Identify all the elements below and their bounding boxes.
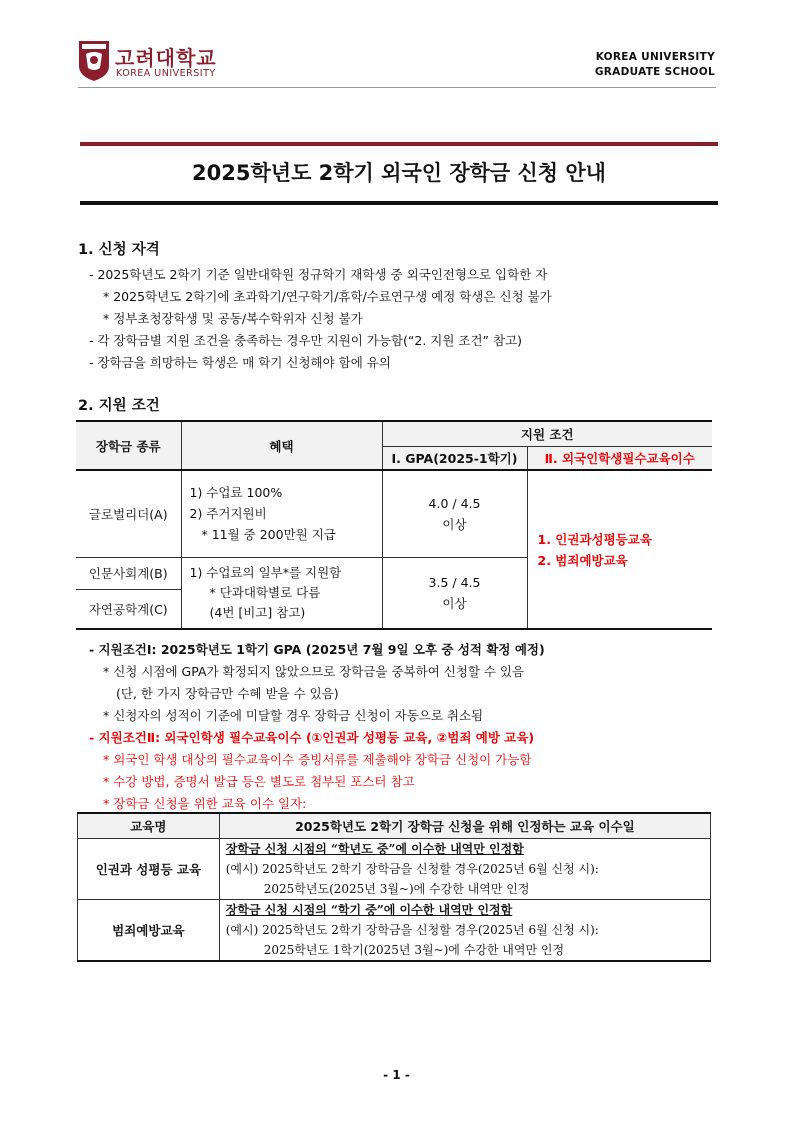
condition-1-detail: (단, 한 가지 장학금만 수혜 받을 수 있음)	[116, 686, 339, 701]
gpa-qualifier: 이상	[442, 595, 467, 611]
condition-2-note: - 지원조건Ⅱ: 외국인학생 필수교육이수 (①인권과 성평등 교육, ②범죄 예방 교육)	[89, 730, 535, 745]
logo-english: KOREA UNIVERSITY	[116, 68, 216, 79]
eligibility-line: - 각 장학금별 지원 조건을 충족하는 경우만 지원이 가능함(“2. 지원 조건” 참고)	[89, 333, 523, 348]
condition-2-detail: * 수강 방법, 증명서 발급 등은 별도로 첨부된 포스터 참고	[103, 774, 415, 789]
course-crime-prevention: 범죄예방교육	[78, 899, 220, 961]
gpa-a	[382, 470, 527, 557]
section-1-heading: 1. 신청 자격	[78, 242, 160, 258]
gpa-bc	[382, 557, 527, 629]
header-education: Ⅱ. 외국인학생필수교육이수	[527, 446, 712, 470]
header-course-period: 2025학년도 2학기 장학금 신청을 위해 인정하는 교육 이수일	[219, 813, 710, 838]
education-item: 1. 인권과성평등교육	[537, 531, 652, 547]
page-number: - 1 -	[383, 1068, 410, 1082]
education-period-table	[77, 812, 711, 962]
benefit-line: 2) 주거지원비	[189, 506, 267, 522]
header-conditions: 지원 조건	[382, 421, 712, 446]
condition-2-detail: * 외국인 학생 대상의 필수교육이수 증빙서류를 제출해야 장학금 신청이 가능함	[103, 752, 532, 767]
header-line-1: KOREA UNIVERSITY	[595, 51, 715, 63]
condition-1-detail: * 신청자의 성적이 기준에 미달할 경우 장학금 신청이 자동으로 취소됨	[103, 708, 484, 723]
eligibility-line: - 2025학년도 2학기 기준 일반대학원 정규학기 재학생 중 외국인전형으로 입학한 자	[89, 267, 548, 282]
logo-korean: 고려대학교	[115, 46, 217, 70]
gpa-qualifier: 이상	[442, 516, 467, 532]
condition-1-detail: * 신청 시점에 GPA가 확정되지 않았으므로 장학금을 중복하여 신청할 수 있음	[103, 664, 525, 679]
benefit-a	[181, 470, 382, 557]
gpa-value: 4.0 / 4.5	[428, 495, 481, 511]
benefit-line: * 11월 중 200만원 지급	[201, 527, 336, 543]
title-bottom-rule	[80, 201, 718, 205]
university-logo	[78, 40, 228, 86]
scholarship-b: 인문사회계(B)	[76, 557, 181, 589]
period-example: (예시) 2025학년도 2학기 장학금을 신청할 경우(2025년 6월 신청 시):	[225, 861, 599, 876]
title-banner	[80, 142, 718, 205]
title-top-rule	[80, 142, 718, 146]
header-divider	[78, 87, 716, 88]
period-rule: 장학금 신청 시점의 “학기 중”에 이수한 내역만 인정함	[225, 902, 513, 917]
header-line-2: GRADUATE SCHOOL	[594, 66, 715, 78]
condition-2-detail: * 장학금 신청을 위한 교육 이수 일자:	[103, 796, 307, 811]
header-scholarship-type: 장학금 종류	[76, 421, 181, 470]
education-item: 2. 범죄예방교육	[537, 552, 628, 568]
header-benefit: 혜택	[181, 421, 382, 470]
header-school-name	[595, 50, 715, 80]
benefit-line: (4번 [비고] 참고)	[209, 604, 306, 620]
eligibility-line: * 2025학년도 2학기에 초과학기/연구학기/휴학/수료연구생 예정 학생은 신청 불가	[103, 289, 552, 304]
scholarship-c: 자연공학계(C)	[76, 589, 181, 629]
period-example-detail: 2025학년도(2025년 3월~)에 수강한 내역만 인정	[263, 881, 530, 896]
course-human-rights-period	[219, 838, 710, 899]
page-title: 2025학년도 2학기 외국인 장학금 신청 안내	[192, 161, 606, 185]
condition-1-note: - 지원조건Ⅰ: 2025학년도 1학기 GPA (2025년 7월 9일 오후 중 성적 확정 예정)	[89, 642, 545, 657]
support-conditions-table	[76, 420, 712, 630]
period-example-detail: 2025학년도 1학기(2025년 3월~)에 수강한 내역만 인정	[263, 942, 565, 957]
benefit-line: 1) 수업료의 일부*를 지원함	[189, 564, 342, 580]
benefit-line: 1) 수업료 100%	[189, 485, 283, 501]
education-requirements	[527, 470, 712, 629]
course-crime-prevention-period	[219, 899, 710, 961]
scholarship-a: 글로벌리더(A)	[76, 470, 181, 557]
header-gpa: Ⅰ. GPA(2025-1학기)	[382, 446, 527, 470]
eligibility-line: - 장학금을 희망하는 학생은 매 학기 신청해야 함에 유의	[89, 355, 391, 370]
period-rule: 장학금 신청 시점의 “학년도 중”에 이수한 내역만 인정함	[225, 841, 524, 856]
crest-icon	[78, 40, 110, 82]
section-2-heading: 2. 지원 조건	[78, 398, 160, 414]
benefit-bc	[181, 557, 382, 629]
eligibility-line: * 정부초청장학생 및 공동/복수학위자 신청 불가	[103, 311, 363, 326]
period-example: (예시) 2025학년도 2학기 장학금을 신청할 경우(2025년 6월 신청 시):	[225, 922, 599, 937]
gpa-value: 3.5 / 4.5	[428, 574, 481, 590]
course-human-rights: 인권과 성평등 교육	[78, 838, 220, 899]
benefit-line: * 단과대학별로 다름	[209, 584, 321, 600]
header-course-name: 교육명	[78, 813, 220, 838]
